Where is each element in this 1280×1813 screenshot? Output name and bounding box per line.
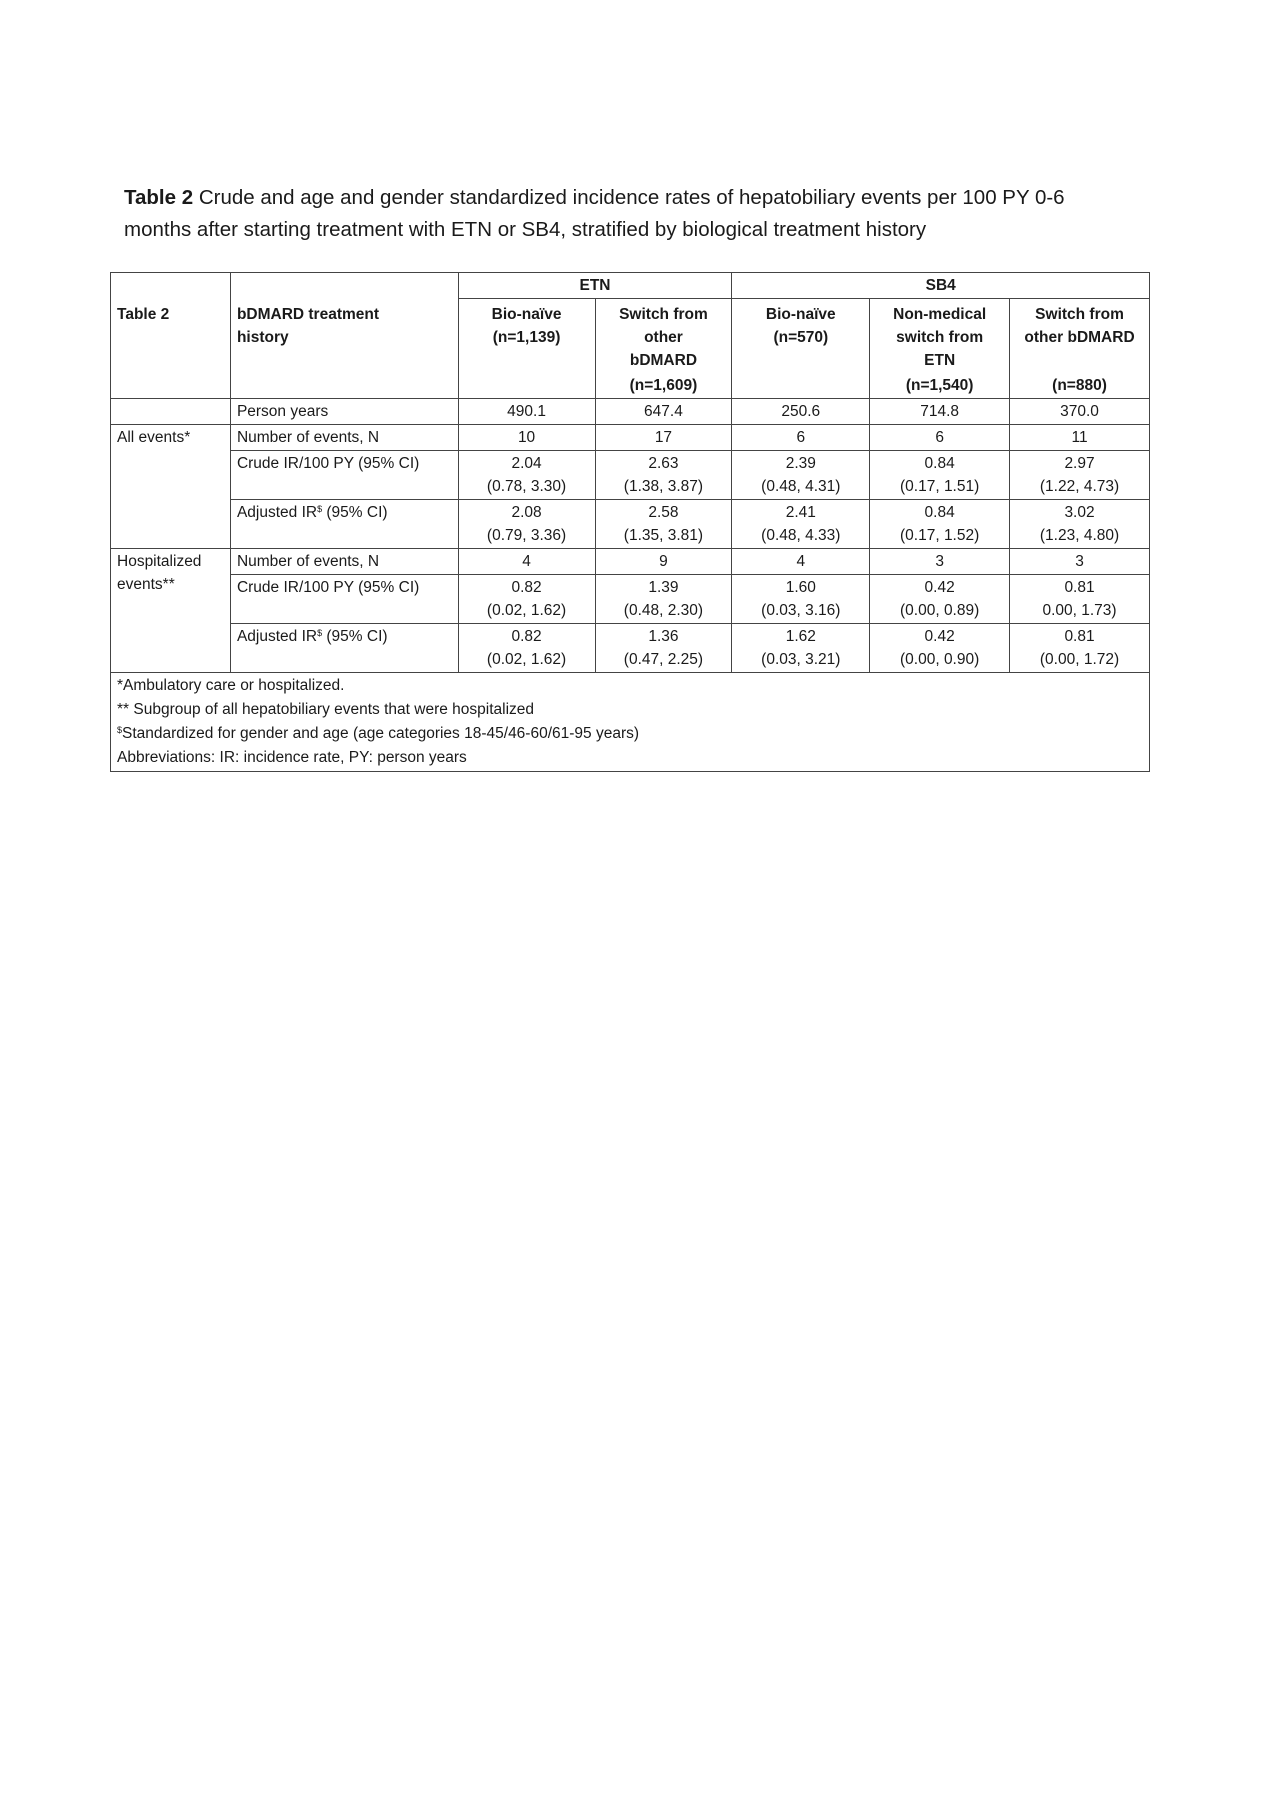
confidence-interval: (1.23, 4.80): [1039, 527, 1120, 544]
data-row: [111, 575, 1150, 624]
estimate: 2.04: [511, 455, 542, 472]
value-cell: [732, 425, 870, 451]
confidence-interval: (0.00, 1.72): [1039, 651, 1120, 668]
estimate: 17: [654, 429, 673, 446]
history-label-cell: bDMARD treatment history: [230, 299, 458, 399]
confidence-interval: (1.35, 3.81): [623, 527, 704, 544]
estimate: 2.41: [785, 504, 816, 521]
header-column-row: [111, 299, 1150, 399]
estimate: 0.82: [511, 628, 542, 645]
header-group-row: [111, 273, 1150, 299]
value-cell: [458, 500, 595, 549]
confidence-interval: (0.03, 3.16): [761, 602, 841, 619]
person-years-value: 250.6: [732, 399, 870, 425]
column-header-title: Non-medical switch from ETN: [893, 306, 987, 369]
estimate: 11: [1071, 429, 1088, 446]
column-header-n: (n=1,609): [629, 377, 698, 394]
group-header-etn: ETN: [458, 273, 732, 299]
estimate: 0.82: [511, 579, 542, 596]
confidence-interval: (1.22, 4.73): [1039, 478, 1120, 495]
value-cell: [870, 451, 1010, 500]
footnote: [117, 746, 1143, 770]
column-header: [870, 299, 1010, 399]
confidence-interval: (0.17, 1.51): [900, 478, 980, 495]
confidence-interval: (0.47, 2.25): [623, 651, 704, 668]
confidence-interval: (0.03, 3.21): [761, 651, 841, 668]
row-label: Person years: [230, 399, 458, 425]
value-cell: [595, 575, 732, 624]
value-cell: [458, 575, 595, 624]
row-label-text: Adjusted IR: [236, 504, 318, 521]
value-cell: [870, 624, 1010, 673]
value-cell: [458, 624, 595, 673]
data-row: [111, 624, 1150, 673]
table-body: [111, 273, 1150, 772]
column-header-title: Bio-naïve: [491, 306, 562, 323]
footnote-text: Standardized for gender and age (age categories 18-45/46-60/61-95 years): [122, 725, 640, 742]
data-row: [111, 425, 1150, 451]
column-header-n: (n=570): [773, 329, 829, 346]
row-label: Crude IR/100 PY (95% CI): [230, 575, 458, 624]
value-cell: [1010, 425, 1150, 451]
confidence-interval: (0.00, 0.89): [900, 602, 980, 619]
value-cell: [870, 549, 1010, 575]
column-header-n: (n=1,139): [492, 329, 561, 346]
caption-text: Crude and age and gender standardized incidence rates of hepatobiliary events per 100 PY 0-6 months after starting treatment with ETN or SB4, stratified by biological treatment history: [124, 186, 1065, 241]
person-years-value: 370.0: [1010, 399, 1150, 425]
estimate: 4: [796, 553, 806, 570]
footnote-text: ** Subgroup of all hepatobiliary events that were hospitalized: [117, 701, 535, 718]
row-label: Number of events, N: [230, 425, 458, 451]
data-row: [111, 451, 1150, 500]
row-label-ci: (95% CI): [322, 628, 388, 645]
data-row: [111, 500, 1150, 549]
estimate: 3: [1075, 553, 1084, 570]
group-header-sb4: SB4: [732, 273, 1150, 299]
data-row: [111, 549, 1150, 575]
value-cell: [595, 549, 732, 575]
estimate: 3.02: [1064, 504, 1095, 521]
person-years-value: 490.1: [458, 399, 595, 425]
value-cell: [1010, 624, 1150, 673]
value-cell: [1010, 575, 1150, 624]
value-cell: [1010, 549, 1150, 575]
estimate: 2.39: [785, 455, 816, 472]
estimate: 10: [517, 429, 536, 446]
person-years-row: [111, 399, 1150, 425]
value-cell: [870, 425, 1010, 451]
row-label-text: Adjusted IR: [236, 628, 318, 645]
row-label: [230, 500, 458, 549]
estimate: 0.81: [1064, 628, 1095, 645]
estimate: 0.81: [1064, 579, 1095, 596]
value-cell: [1010, 451, 1150, 500]
estimate: 0.42: [924, 628, 955, 645]
value-cell: [595, 624, 732, 673]
value-cell: [870, 575, 1010, 624]
row-label-sup: $: [317, 628, 323, 638]
history-cell-top: [230, 273, 458, 299]
confidence-interval: (0.48, 4.33): [761, 527, 841, 544]
confidence-interval: (0.02, 1.62): [486, 602, 567, 619]
column-header: [1010, 299, 1150, 399]
row-label-sup: $: [317, 504, 323, 514]
value-cell: [732, 624, 870, 673]
confidence-interval: (0.48, 4.31): [761, 478, 841, 495]
table-caption: [124, 182, 1124, 246]
confidence-interval: (0.48, 2.30): [623, 602, 704, 619]
estimate: 1.39: [648, 579, 679, 596]
confidence-interval: (0.02, 1.62): [486, 651, 567, 668]
value-cell: [732, 549, 870, 575]
row-label: Crude IR/100 PY (95% CI): [230, 451, 458, 500]
footnote: [117, 698, 1143, 722]
value-cell: [732, 451, 870, 500]
section-label: All events*: [111, 425, 231, 549]
estimate: 9: [659, 553, 668, 570]
estimate: 0.42: [924, 579, 955, 596]
column-header-title: Switch from other bDMARD: [619, 306, 708, 369]
value-cell: [732, 500, 870, 549]
value-cell: [458, 425, 595, 451]
column-header-title: Switch from other bDMARD: [1024, 306, 1135, 346]
estimate: 1.36: [648, 628, 679, 645]
row-label: Number of events, N: [230, 549, 458, 575]
estimate: 2.97: [1064, 455, 1095, 472]
value-cell: [732, 575, 870, 624]
estimate: 3: [935, 553, 944, 570]
estimate: 2.08: [511, 504, 542, 521]
footnote-text: *Ambulatory care or hospitalized.: [117, 677, 345, 694]
value-cell: [595, 425, 732, 451]
column-header-n: (n=1,540): [905, 377, 974, 394]
column-header: [458, 299, 595, 399]
table-label-cell: Table 2: [111, 299, 231, 399]
section-label: Hospitalized events**: [111, 549, 231, 673]
value-cell: [595, 451, 732, 500]
footnotes-cell: [111, 673, 1150, 772]
estimate: 6: [935, 429, 944, 446]
value-cell: [458, 549, 595, 575]
confidence-interval: 0.00, 1.73): [1042, 602, 1117, 619]
confidence-interval: (0.17, 1.52): [900, 527, 980, 544]
footnote: [117, 722, 1143, 746]
column-header: [732, 299, 870, 399]
empty-cell: [111, 399, 231, 425]
person-years-value: 647.4: [595, 399, 732, 425]
caption-label: Table 2: [124, 186, 194, 209]
estimate: 6: [796, 429, 806, 446]
row-label-ci: (95% CI): [322, 504, 388, 521]
footnote-sup: $: [117, 725, 123, 735]
confidence-interval: (0.79, 3.36): [486, 527, 567, 544]
estimate: 1.60: [785, 579, 816, 596]
value-cell: [870, 500, 1010, 549]
column-header: [595, 299, 732, 399]
footnote-text: Abbreviations: IR: incidence rate, PY: person years: [117, 749, 467, 766]
confidence-interval: (0.78, 3.30): [486, 478, 567, 495]
footnote-row: [111, 673, 1150, 772]
person-years-value: 714.8: [870, 399, 1010, 425]
confidence-interval: (1.38, 3.87): [623, 478, 704, 495]
estimate: 4: [522, 553, 531, 570]
footnote: [117, 674, 1143, 698]
corner-cell: [111, 273, 231, 299]
estimate: 0.84: [924, 504, 955, 521]
estimate: 0.84: [924, 455, 955, 472]
estimate: 2.58: [648, 504, 679, 521]
confidence-interval: (0.00, 0.90): [900, 651, 980, 668]
column-header-title: Bio-naïve: [765, 306, 836, 323]
value-cell: [595, 500, 732, 549]
incidence-table: [110, 272, 1150, 772]
value-cell: [458, 451, 595, 500]
row-label: [230, 624, 458, 673]
column-header-n: (n=880): [1052, 377, 1107, 394]
estimate: 1.62: [785, 628, 816, 645]
estimate: 2.63: [648, 455, 679, 472]
value-cell: [1010, 500, 1150, 549]
